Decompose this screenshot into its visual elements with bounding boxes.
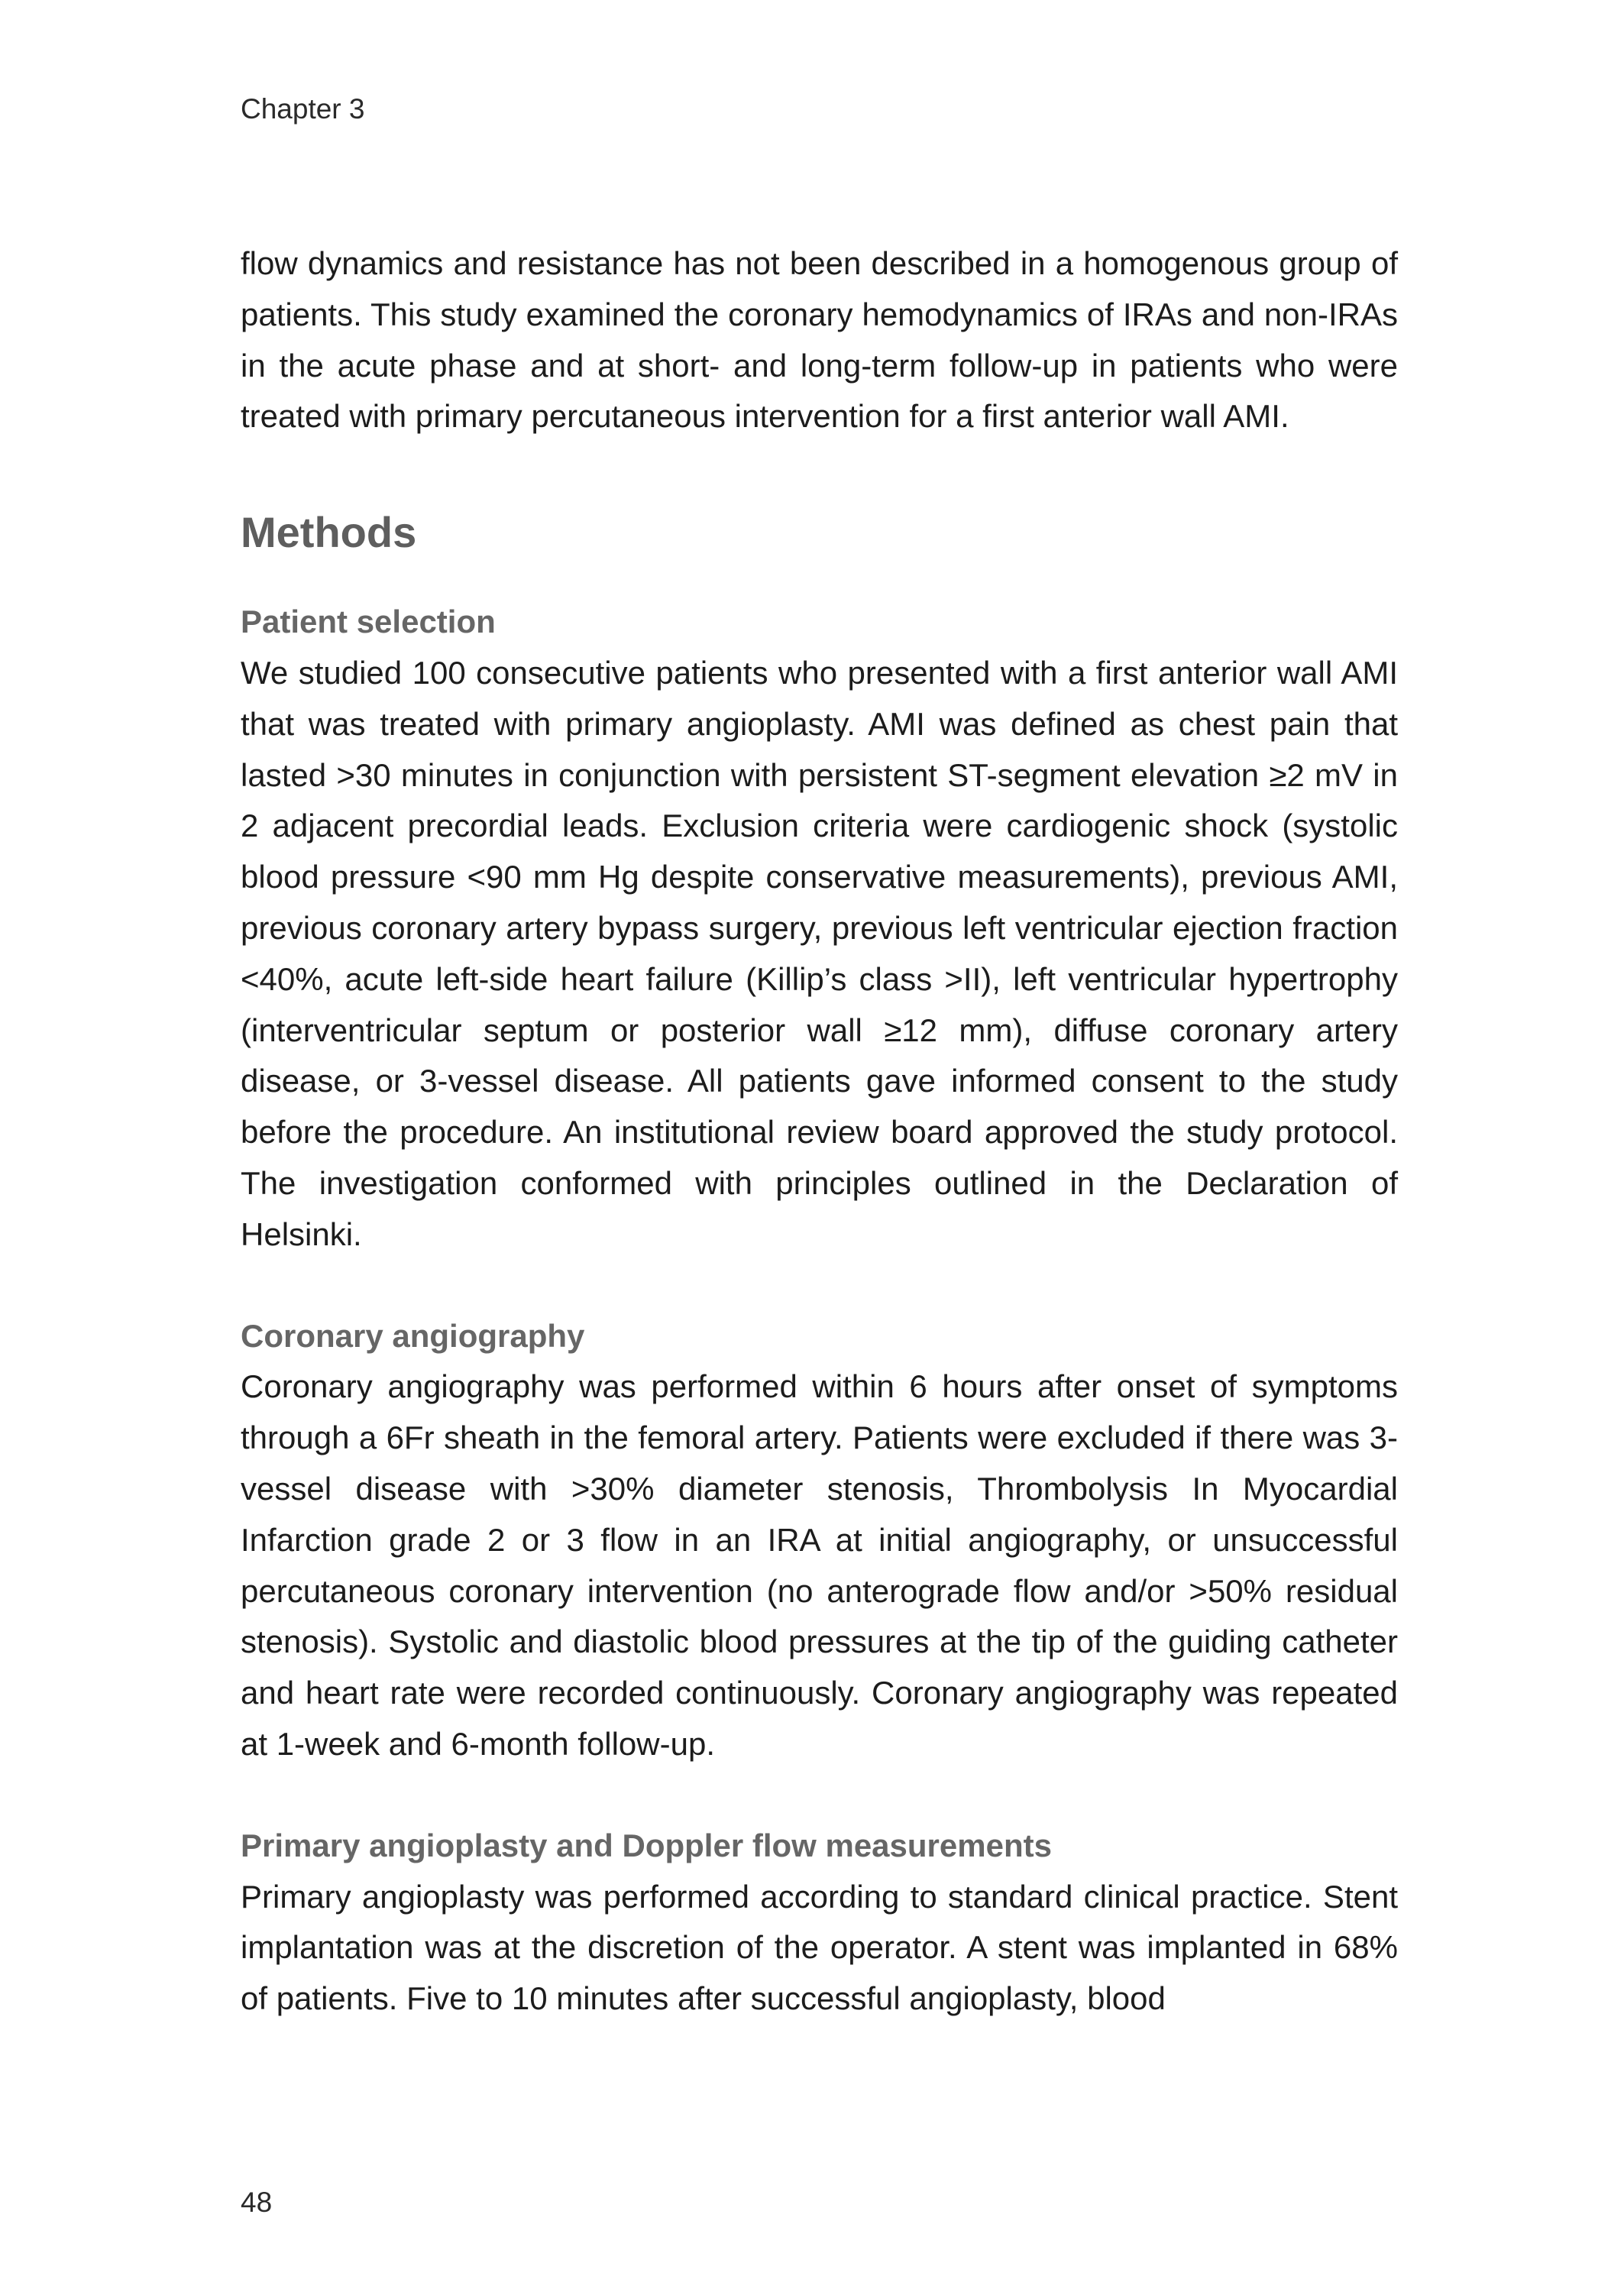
subsection-heading: Patient selection bbox=[241, 604, 496, 640]
section-heading-methods: Methods bbox=[241, 508, 417, 557]
subsection-patient-selection bbox=[241, 597, 1398, 1260]
subsection-heading: Coronary angiography bbox=[241, 1317, 585, 1354]
page-content bbox=[241, 238, 1398, 2025]
subsection-coronary-angiography bbox=[241, 1311, 1398, 1770]
subsection-heading: Primary angioplasty and Doppler flow measurements bbox=[241, 1827, 1052, 1863]
subsection-primary-angioplasty bbox=[241, 1821, 1398, 2025]
subsection-paragraph: Primary angioplasty was performed according to standard clinical practice. Stent implantation was at the discretion of the operator. A stent was implanted in 68% of patients. Five to 10 minutes after successful angioplasty, blood bbox=[241, 1878, 1398, 2017]
subsection-paragraph: Coronary angiography was performed within 6 hours after onset of symptoms through a 6Fr sheath in the femoral artery. Patients were excluded if there was 3-vessel disease with >30% diameter stenosis, Thrombolysis In Myocardial Infarction grade 2 or 3 flow in an IRA at initial angiography, or unsuccessful percutaneous coronary intervention (no anterograde flow and/or >50% residual stenosis). Systolic and diastolic blood pressures at the tip of the guiding catheter and heart rate were recorded continuously. Coronary angiography was repeated at 1-week and 6-month follow-up. bbox=[241, 1368, 1398, 1762]
subsection-paragraph: We studied 100 consecutive patients who presented with a first anterior wall AMI that was treated with primary angioplasty. AMI was defined as chest pain that lasted >30 minutes in conjunction with persistent ST-segment elevation ≥2 mV in 2 adjacent precordial leads. Exclusion criteria were cardiogenic shock (systolic blood pressure <90 mm Hg despite conservative measurements), previous AMI, previous coronary artery bypass surgery, previous left ventricular ejection fraction <40%, acute left-side heart failure (Killip’s class >II), left ventricular hypertrophy (interventricular septum or posterior wall ≥12 mm), diffuse coronary artery disease, or 3-vessel disease. All patients gave informed consent to the study before the procedure. An institutional review board approved the study protocol. The investigation conformed with principles outlined in the Declaration of Helsinki. bbox=[241, 654, 1398, 1252]
page-number: 48 bbox=[241, 2187, 273, 2218]
intro-paragraph: flow dynamics and resistance has not been described in a homogenous group of patients. This study examined the coronary hemodynamics of IRAs and non-IRAs in the acute phase and at short- and long-term follow-up in patients who were treated with primary percutaneous intervention for a first anterior wall AMI. bbox=[241, 245, 1398, 435]
running-head: Chapter 3 bbox=[241, 93, 365, 125]
